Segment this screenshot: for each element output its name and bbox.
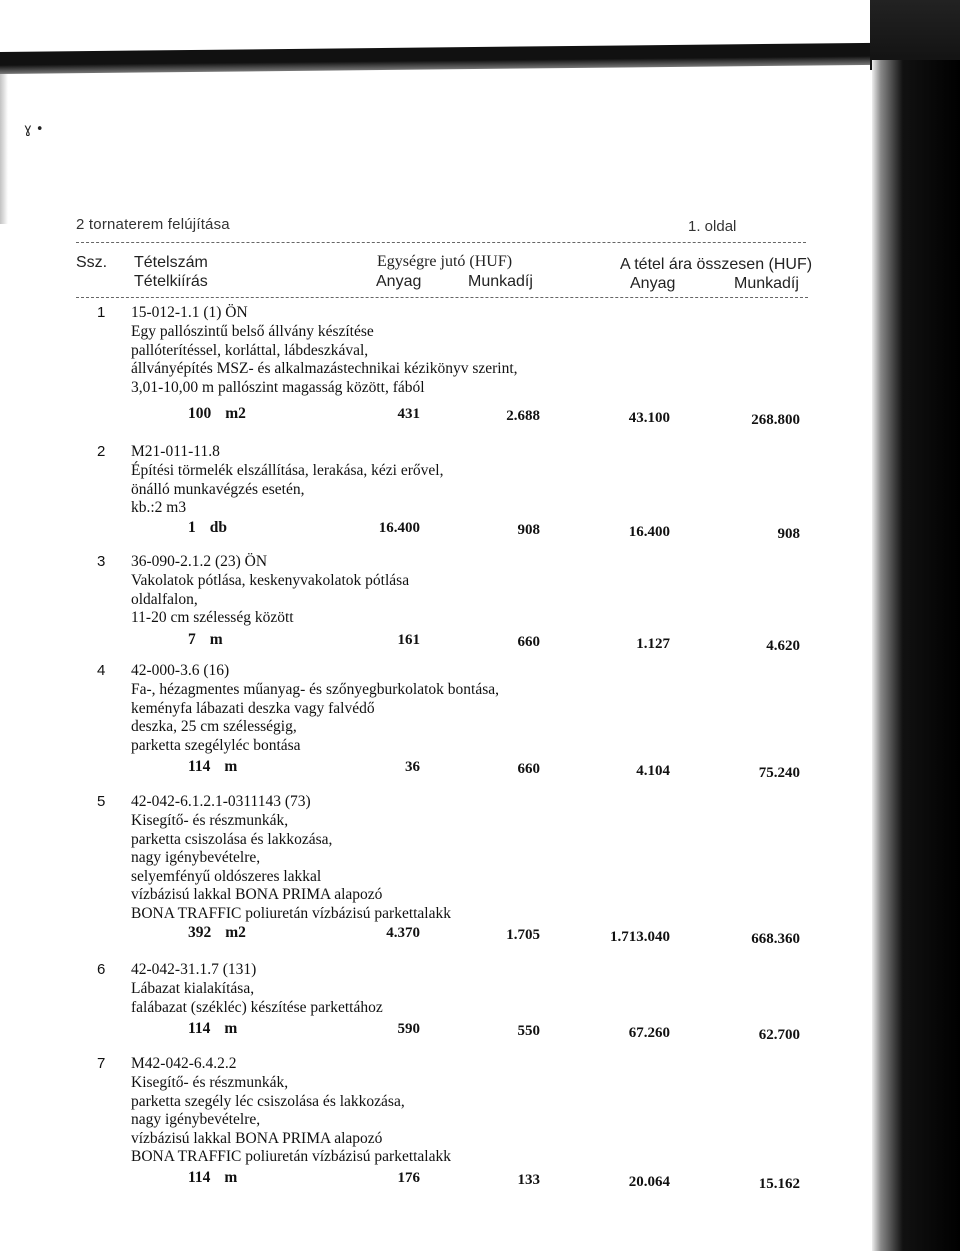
item-description bbox=[131, 462, 691, 518]
item-code: 42-042-6.1.2.1-0311143 (73) bbox=[131, 793, 311, 810]
unit-munkadij: 660 bbox=[517, 634, 540, 650]
qty-unit: m2 bbox=[225, 405, 246, 422]
desc-line: nagy igénybevételre, bbox=[131, 849, 261, 866]
item-number: 1 bbox=[97, 304, 106, 321]
qty-unit: db bbox=[209, 519, 227, 536]
page-number: 1. oldal bbox=[688, 218, 737, 235]
unit-anyag: 36 bbox=[405, 759, 420, 775]
item-quantity bbox=[188, 405, 246, 424]
desc-line: selyemfényű oldószeres lakkal bbox=[131, 867, 322, 885]
total-anyag: 67.260 bbox=[628, 1025, 670, 1041]
item-code: 36-090-2.1.2 (23) ÖN bbox=[131, 553, 268, 570]
unit-munkadij: 908 bbox=[517, 522, 540, 538]
unit-anyag: 431 bbox=[397, 406, 420, 422]
item-code: 15-012-1.1 (1) ÖN bbox=[131, 304, 248, 321]
desc-line: önálló munkavégzés esetén, bbox=[131, 480, 305, 498]
desc-line: pallóterítéssel, korláttal, lábdeszkával, bbox=[131, 341, 369, 359]
header-tetelszam: Tételszám bbox=[134, 254, 208, 271]
desc-line: falábazat (székléc) készítése parkettához bbox=[131, 998, 383, 1016]
desc-line: vízbázisú lakkal BONA PRIMA alapozó bbox=[131, 1129, 383, 1147]
desc-line: Vakolatok pótlása, keskenyvakolatok pótlása bbox=[131, 572, 410, 589]
header-unit-munkadij: Munkadíj bbox=[468, 273, 533, 290]
header-tetelkiiras: Tételkiírás bbox=[134, 273, 208, 290]
desc-line: parketta szegély léc csiszolása és lakkozása, bbox=[131, 1092, 405, 1110]
header-unit-price: Egységre jutó (HUF) bbox=[377, 253, 513, 270]
item-number: 4 bbox=[97, 662, 106, 679]
item-description bbox=[131, 1074, 691, 1167]
desc-line: vízbázisú lakkal BONA PRIMA alapozó bbox=[131, 886, 383, 903]
desc-line: nagy igénybevételre, bbox=[131, 1111, 261, 1128]
header-total-munkadij: Munkadíj bbox=[734, 275, 799, 292]
item-number: 2 bbox=[97, 443, 106, 460]
item-quantity bbox=[188, 631, 223, 650]
unit-anyag: 176 bbox=[397, 1170, 420, 1186]
desc-line: parketta csiszolása és lakkozása, bbox=[131, 830, 333, 848]
unit-munkadij: 660 bbox=[517, 761, 540, 777]
item-description bbox=[131, 323, 691, 397]
header-unit-anyag: Anyag bbox=[376, 273, 422, 290]
unit-anyag: 16.400 bbox=[378, 520, 420, 536]
item-quantity bbox=[188, 1020, 237, 1039]
qty-unit: m2 bbox=[225, 924, 246, 941]
item-number: 6 bbox=[97, 961, 106, 978]
scan-speck: ɣ • bbox=[24, 122, 44, 137]
desc-line: Kisegítő- és részmunkák, bbox=[131, 812, 289, 829]
qty-value: 114 bbox=[188, 1020, 211, 1037]
item-number: 3 bbox=[97, 553, 106, 570]
desc-line: parketta szegélyléc bontása bbox=[131, 736, 301, 754]
unit-anyag: 4.370 bbox=[386, 925, 420, 941]
item-quantity bbox=[188, 924, 246, 943]
header-bottom-rule bbox=[76, 297, 808, 298]
item-description bbox=[131, 980, 691, 1017]
unit-munkadij: 2.688 bbox=[506, 408, 540, 424]
desc-line: BONA TRAFFIC poliuretán vízbázisú parkettalakk bbox=[131, 904, 451, 922]
desc-line: Lábazat kialakítása, bbox=[131, 980, 255, 997]
qty-unit: m bbox=[224, 1169, 238, 1186]
desc-line: oldalfalon, bbox=[131, 590, 198, 608]
desc-line: deszka, 25 cm szélességig, bbox=[131, 718, 297, 735]
total-anyag: 1.713.040 bbox=[610, 929, 670, 945]
total-munkadij: 268.800 bbox=[751, 412, 800, 428]
item-code: M21-011-11.8 bbox=[131, 443, 220, 460]
item-number: 7 bbox=[97, 1055, 106, 1072]
item-quantity bbox=[188, 758, 237, 777]
qty-value: 114 bbox=[188, 758, 211, 775]
item-quantity bbox=[188, 1169, 237, 1188]
total-anyag: 43.100 bbox=[628, 410, 670, 426]
item-description bbox=[131, 812, 691, 923]
header-total-price: A tétel ára összesen (HUF) bbox=[620, 256, 813, 273]
item-description bbox=[131, 681, 691, 755]
qty-value: 100 bbox=[188, 405, 212, 422]
desc-line: állványépítés MSZ- és alkalmazástechnikai kézikönyv szerint, bbox=[131, 360, 518, 377]
total-munkadij: 75.240 bbox=[758, 765, 800, 781]
desc-line: Kisegítő- és részmunkák, bbox=[131, 1074, 289, 1091]
desc-line: Fa-, hézagmentes műanyag- és szőnyegburkolatok bontása, bbox=[131, 681, 500, 698]
unit-munkadij: 1.705 bbox=[506, 927, 540, 943]
item-quantity bbox=[188, 519, 227, 538]
unit-anyag: 161 bbox=[397, 632, 420, 648]
total-munkadij: 15.162 bbox=[758, 1176, 800, 1192]
desc-line: BONA TRAFFIC poliuretán vízbázisú parkettalakk bbox=[131, 1148, 451, 1165]
item-code: M42-042-6.4.2.2 bbox=[131, 1055, 237, 1072]
desc-line: Egy pallószintű belső állvány készítése bbox=[131, 323, 374, 340]
total-anyag: 20.064 bbox=[628, 1174, 670, 1190]
total-anyag: 4.104 bbox=[636, 763, 670, 779]
item-description bbox=[131, 572, 691, 628]
item-code: 42-042-31.1.7 (131) bbox=[131, 961, 257, 978]
total-munkadij: 668.360 bbox=[751, 931, 800, 947]
desc-line: Építési törmelék elszállítása, lerakása, kézi erővel, bbox=[131, 462, 444, 479]
document-title: 2 tornaterem felújítása bbox=[76, 216, 230, 233]
unit-anyag: 590 bbox=[397, 1021, 420, 1037]
item-code: 42-000-3.6 (16) bbox=[131, 662, 230, 679]
desc-line: 3,01-10,00 m pallószint magasság között, fából bbox=[131, 378, 425, 396]
qty-unit: m bbox=[224, 758, 238, 775]
total-munkadij: 4.620 bbox=[766, 638, 800, 654]
qty-value: 392 bbox=[188, 924, 212, 941]
total-anyag: 1.127 bbox=[636, 636, 670, 652]
qty-unit: m bbox=[209, 631, 223, 648]
desc-line: kb.:2 m3 bbox=[131, 499, 187, 516]
qty-value: 7 bbox=[188, 631, 196, 648]
header-total-anyag: Anyag bbox=[630, 275, 676, 292]
unit-munkadij: 133 bbox=[517, 1172, 540, 1188]
header-top-rule bbox=[76, 242, 806, 243]
qty-unit: m bbox=[224, 1020, 238, 1037]
desc-line: keményfa lábazati deszka vagy falvédő bbox=[131, 699, 375, 717]
item-number: 5 bbox=[97, 793, 106, 810]
total-munkadij: 908 bbox=[777, 526, 800, 542]
qty-value: 1 bbox=[188, 519, 196, 536]
desc-line: 11-20 cm szélesség között bbox=[131, 609, 294, 626]
qty-value: 114 bbox=[188, 1169, 211, 1186]
unit-munkadij: 550 bbox=[517, 1023, 540, 1039]
total-munkadij: 62.700 bbox=[758, 1027, 800, 1043]
total-anyag: 16.400 bbox=[628, 524, 670, 540]
header-ssz: Ssz. bbox=[76, 254, 108, 271]
